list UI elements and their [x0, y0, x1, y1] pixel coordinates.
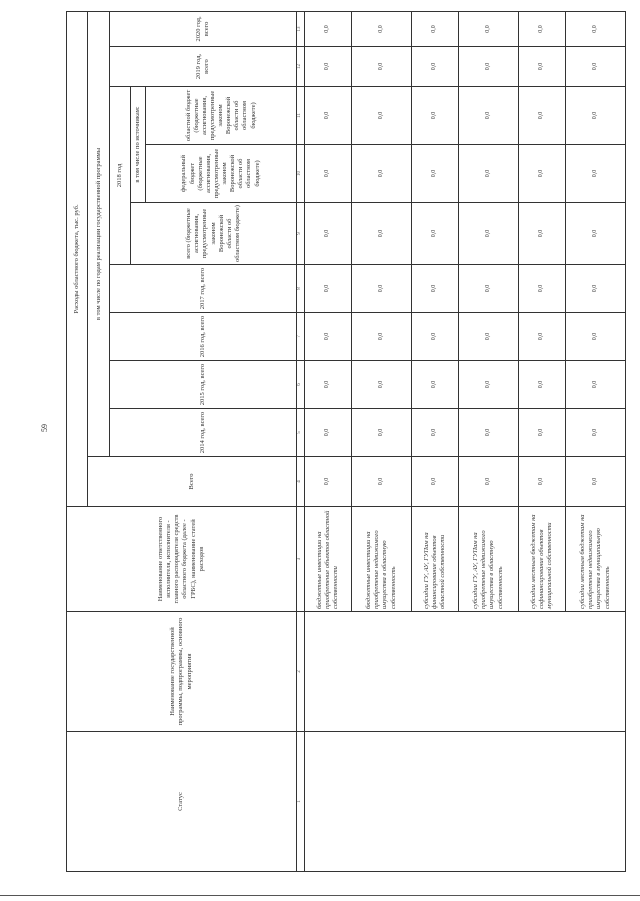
column-number: 5: [296, 409, 304, 457]
value-cell: 0,0: [565, 145, 625, 203]
value-cell: 0,0: [351, 409, 411, 457]
value-cell: 0,0: [518, 457, 565, 507]
value-cell: 0,0: [565, 313, 625, 361]
value-cell: 0,0: [565, 87, 625, 145]
budget-table: [66, 11, 626, 872]
column-number-row: [296, 11, 304, 871]
column-number: 4: [296, 457, 304, 507]
value-cell: 0,0: [304, 457, 351, 507]
header-2016: 2016 год, всего: [109, 313, 296, 361]
expense-item-label: субсидии ГУ, АУ, ГУПам на финансирование объектов областной собственности: [411, 507, 458, 612]
value-cell: 0,0: [411, 145, 458, 203]
value-cell: 0,0: [304, 47, 351, 87]
value-cell: 0,0: [304, 11, 351, 46]
table-row: [304, 11, 351, 871]
column-number: 11: [296, 87, 304, 145]
column-number: 10: [296, 145, 304, 203]
value-cell: 0,0: [304, 409, 351, 457]
value-cell: 0,0: [304, 265, 351, 313]
value-cell: 0,0: [565, 11, 625, 46]
value-cell: 0,0: [351, 145, 411, 203]
value-cell: 0,0: [518, 87, 565, 145]
expense-item-label: субсидии ГУ, АУ, ГУПам на приобретение недвижимого имущества в областную собственность: [458, 507, 518, 612]
header-2017: 2017 год, всего: [109, 265, 296, 313]
header-2014: 2014 год, всего: [109, 409, 296, 457]
header-2018-total: всего (бюджетные ассигнования, предусмотренные законом Воронежской области об областном бюджете): [131, 203, 297, 265]
header-2015: 2015 год, всего: [109, 361, 296, 409]
value-cell: 0,0: [458, 361, 518, 409]
value-cell: 0,0: [351, 11, 411, 46]
value-cell: 0,0: [458, 409, 518, 457]
header-incl-sources: в том числе по источникам:: [131, 87, 146, 202]
value-cell: 0,0: [304, 313, 351, 361]
value-cell: 0,0: [458, 11, 518, 46]
value-cell: 0,0: [411, 361, 458, 409]
value-cell: 0,0: [518, 47, 565, 87]
value-cell: 0,0: [304, 145, 351, 203]
value-cell: 0,0: [565, 265, 625, 313]
value-cell: 0,0: [351, 47, 411, 87]
table-body: [304, 11, 625, 871]
value-cell: 0,0: [411, 203, 458, 265]
program-cell: [304, 612, 625, 732]
value-cell: 0,0: [411, 47, 458, 87]
value-cell: 0,0: [518, 203, 565, 265]
column-number: 1: [296, 732, 304, 872]
column-number: 7: [296, 313, 304, 361]
value-cell: 0,0: [304, 87, 351, 145]
value-cell: 0,0: [518, 361, 565, 409]
value-cell: 0,0: [565, 409, 625, 457]
header-regional: областной бюджет (бюджетные ассигнования, предусмотренные законом Воронежской области об областном бюджете): [184, 89, 257, 142]
header-row-1: [67, 11, 88, 871]
value-cell: 0,0: [458, 203, 518, 265]
value-cell: 0,0: [518, 265, 565, 313]
header-responsible: Наименование ответственного исполнителя, исполнителя - главного распорядителя средств областного бюджета (далее - ГРБС), наименование статей расходов: [67, 507, 297, 612]
value-cell: 0,0: [565, 203, 625, 265]
column-number: 9: [296, 203, 304, 265]
value-cell: 0,0: [565, 457, 625, 507]
column-number: 3: [296, 507, 304, 612]
value-cell: 0,0: [565, 361, 625, 409]
value-cell: 0,0: [458, 313, 518, 361]
header-expenses: Расходы областного бюджета, тыс. руб.: [67, 11, 88, 506]
value-cell: 0,0: [351, 313, 411, 361]
status-cell: [304, 732, 625, 872]
value-cell: 0,0: [458, 265, 518, 313]
value-cell: 0,0: [351, 203, 411, 265]
header-program: Наименование государственной программы, подпрограммы, основного мероприятия: [67, 612, 297, 732]
value-cell: 0,0: [518, 313, 565, 361]
value-cell: 0,0: [351, 265, 411, 313]
column-number: 8: [296, 265, 304, 313]
column-number: 12: [296, 47, 304, 87]
value-cell: 0,0: [351, 457, 411, 507]
value-cell: 0,0: [351, 361, 411, 409]
expense-item-label: субсидии местным бюджетам на приобретение недвижимого имущества в муниципальную собственность: [565, 507, 625, 612]
value-cell: 0,0: [518, 409, 565, 457]
value-cell: 0,0: [518, 145, 565, 203]
header-2020: 2020 год, всего: [109, 11, 296, 46]
column-number: 2: [296, 612, 304, 732]
value-cell: 0,0: [411, 457, 458, 507]
value-cell: 0,0: [518, 11, 565, 46]
header-2019: 2019 год, всего: [109, 47, 296, 87]
value-cell: 0,0: [565, 47, 625, 87]
value-cell: 0,0: [411, 409, 458, 457]
value-cell: 0,0: [304, 361, 351, 409]
value-cell: 0,0: [411, 313, 458, 361]
expense-item-label: субсидии местным бюджетам на софинансирование объектов муниципальной собственности: [518, 507, 565, 612]
page-bottom-rule: [0, 895, 640, 896]
value-cell: 0,0: [304, 203, 351, 265]
column-number: 13: [296, 11, 304, 46]
header-incl-sources-block: [131, 87, 297, 203]
header-federal: федеральный бюджет (бюджетные ассигнования, предусмотренные законом Воронежской области об областном бюджете): [146, 145, 296, 203]
value-cell: 0,0: [458, 145, 518, 203]
value-cell: 0,0: [411, 265, 458, 313]
value-cell: 0,0: [458, 47, 518, 87]
expense-item-label: бюджетные инвестиции на приобретение объектов областной собственности: [304, 507, 351, 612]
page-number: 59: [40, 424, 49, 432]
column-number: 6: [296, 361, 304, 409]
value-cell: 0,0: [458, 87, 518, 145]
value-cell: 0,0: [458, 457, 518, 507]
value-cell: 0,0: [411, 11, 458, 46]
header-by-year: в том числе по годам реализации государственной программы: [88, 11, 109, 456]
value-cell: 0,0: [411, 87, 458, 145]
header-total: Всего: [88, 457, 296, 507]
expense-item-label: бюджетные инвестиции на приобретение недвижимого имущества в областную собственность: [351, 507, 411, 612]
budget-table-sheet: [66, 12, 626, 872]
header-2018: 2018 год: [109, 87, 130, 265]
header-status: Статус: [67, 732, 297, 872]
value-cell: 0,0: [351, 87, 411, 145]
